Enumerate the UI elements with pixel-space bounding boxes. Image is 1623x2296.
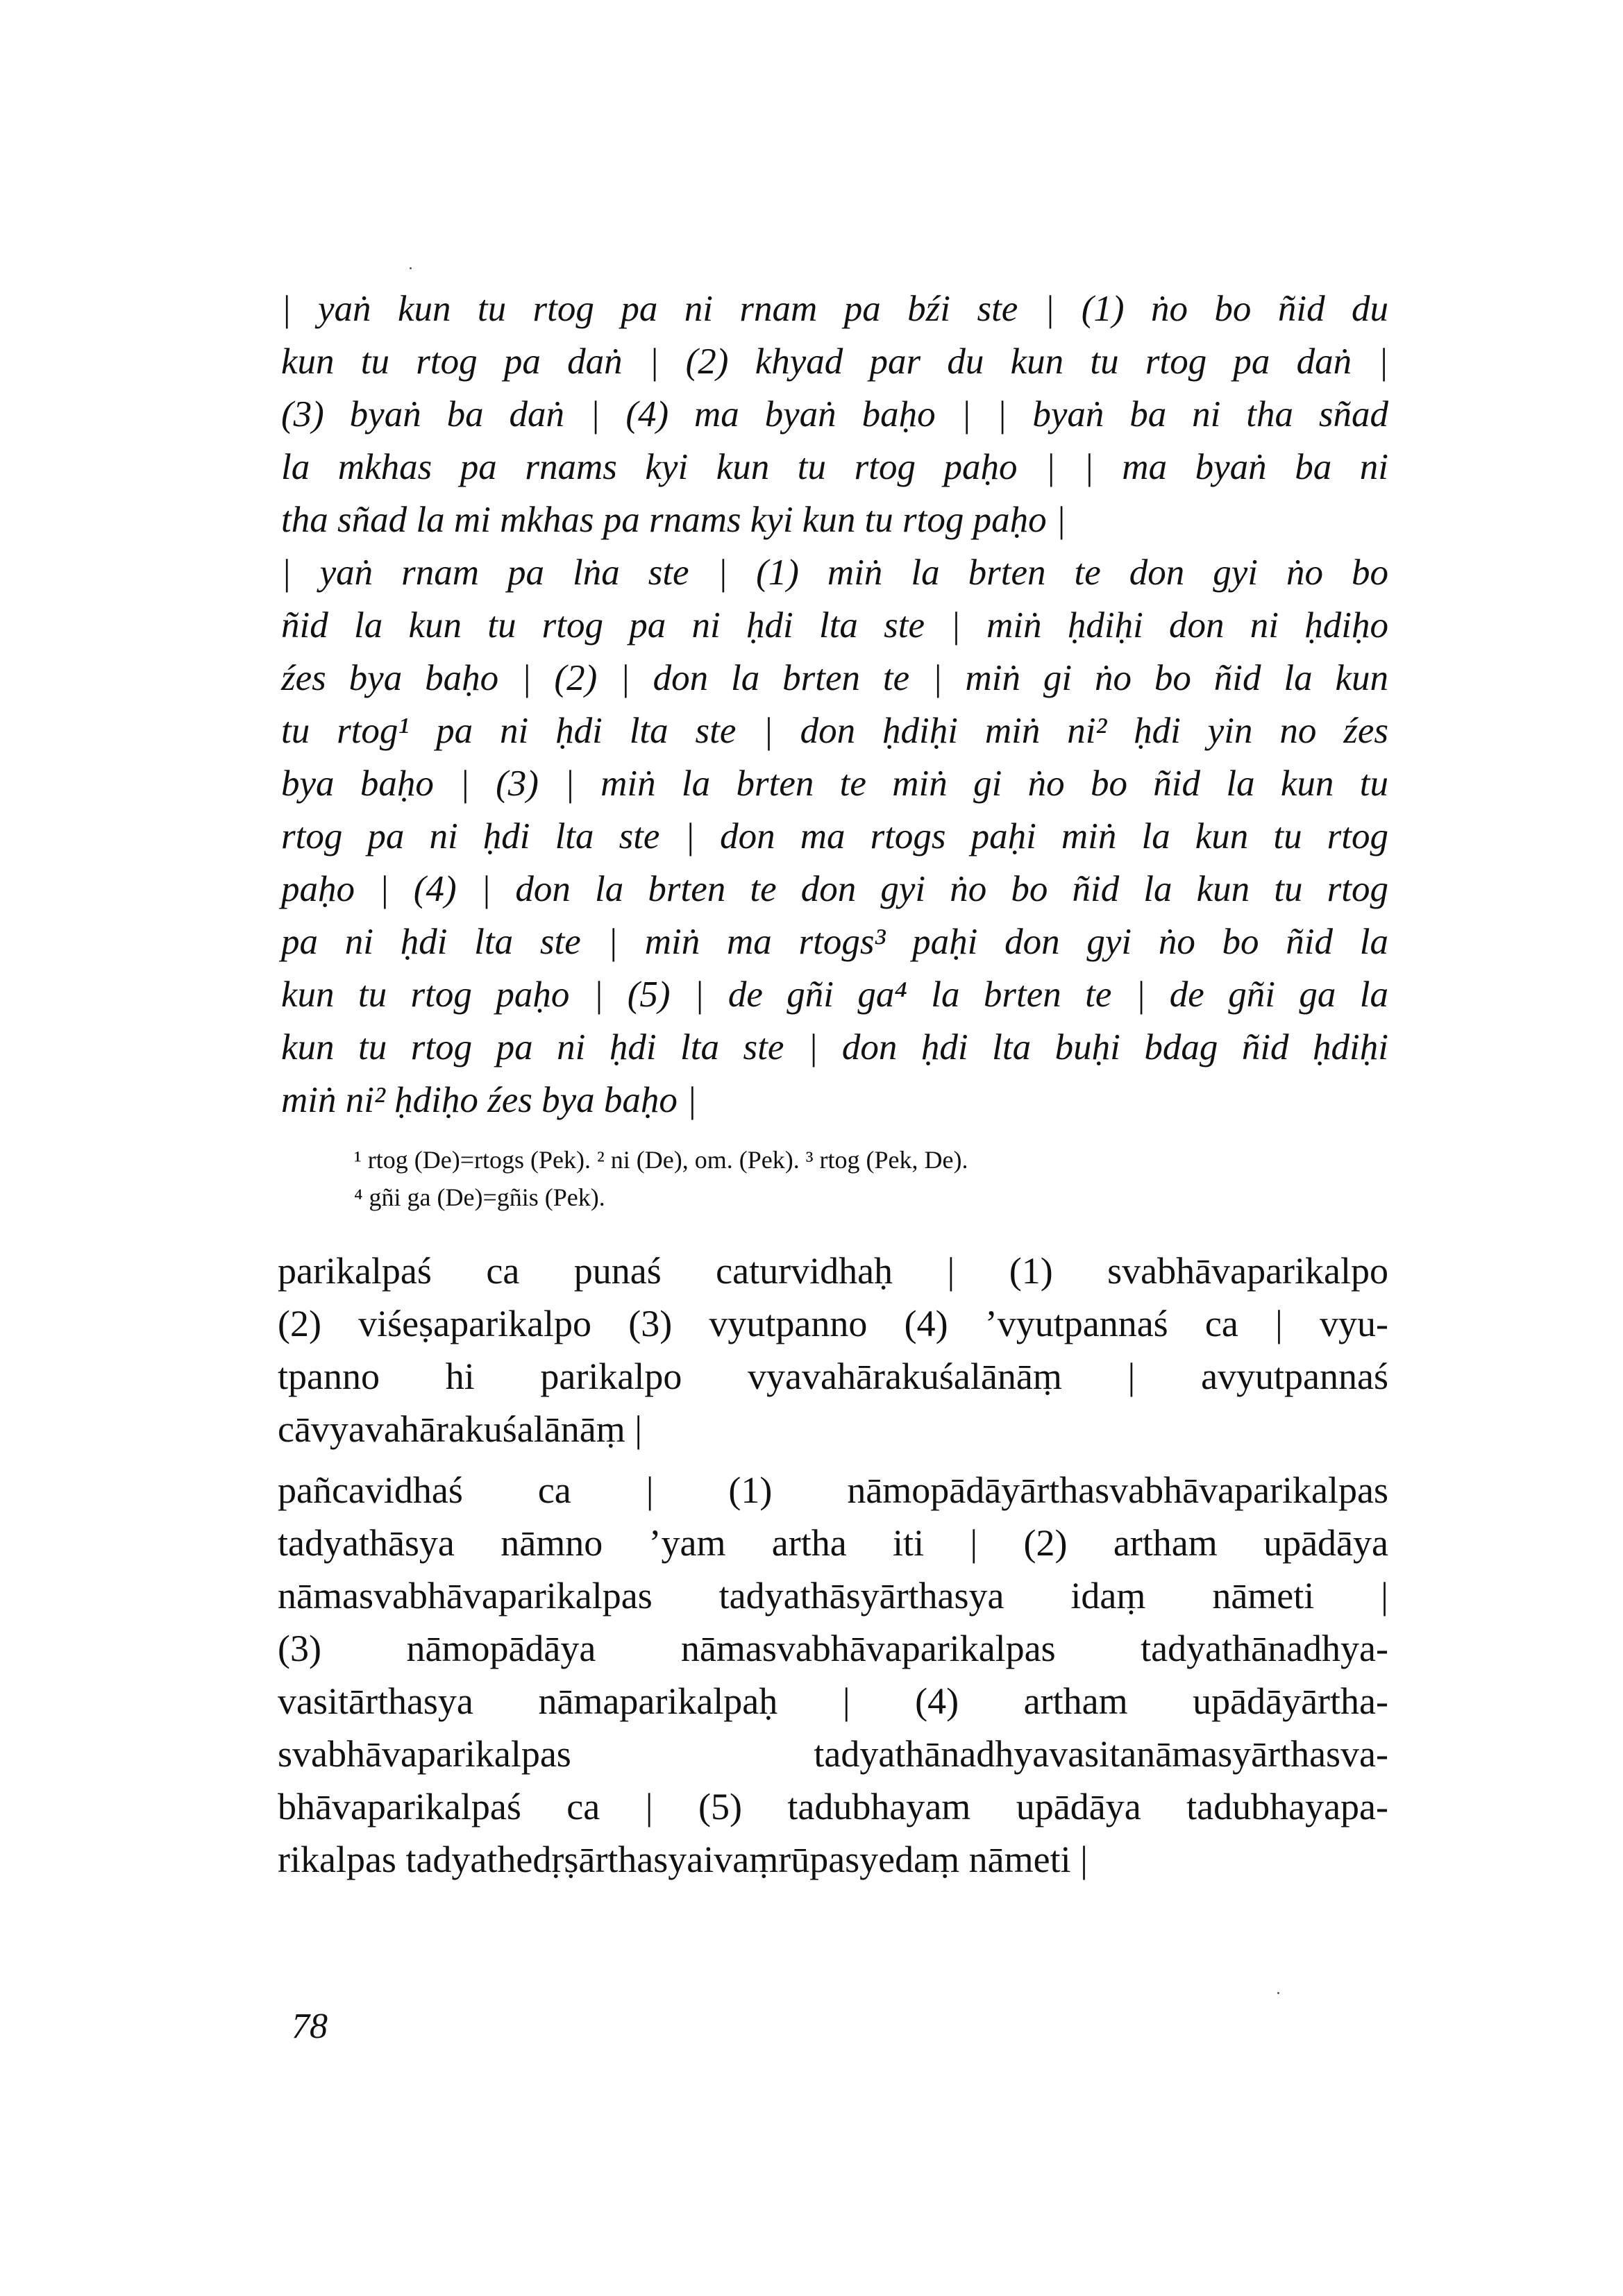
tibetan-line: tha sñad la mi mkhas pa rnams kyi kun tu rtog paḥo | bbox=[281, 500, 1066, 540]
footnote-line: ¹ rtog (De)=rtogs (Pek). ² ni (De), om. (Pek). ³ rtog (Pek, De). bbox=[354, 1146, 968, 1174]
sanskrit-line: svabhāvaparikalpas tadyathānadhyavasitanāmasyārthasva- bbox=[278, 1733, 1388, 1775]
sanskrit-line: tpanno hi parikalpo vyavahārakuśalānāṃ | avyutpannaś bbox=[278, 1356, 1388, 1397]
tibetan-line: bya baḥo | (3) | miṅ la brten te miṅ gi ṅo bo ñid la kun tu bbox=[281, 763, 1388, 804]
tibetan-line: paḥo | (4) | don la brten te don gyi ṅo bo ñid la kun tu rtog bbox=[281, 869, 1388, 909]
tibetan-line: (3) byaṅ ba daṅ | (4) ma byaṅ baḥo | | byaṅ ba ni tha sñad bbox=[281, 394, 1388, 434]
speck-mark bbox=[1277, 1992, 1279, 1994]
sanskrit-line: nāmasvabhāvaparikalpas tadyathāsyārthasya idaṃ nāmeti | bbox=[278, 1575, 1388, 1617]
tibetan-line: kun tu rtog pa daṅ | (2) khyad par du kun tu rtog pa daṅ | bbox=[281, 341, 1388, 382]
sanskrit-line: rikalpas tadyathedṛṣārthasyaivaṃrūpasyedaṃ nāmeti | bbox=[278, 1839, 1088, 1880]
tibetan-line: pa ni ḥdi lta ste | miṅ ma rtogs³ paḥi don gyi ṅo bo ñid la bbox=[281, 922, 1388, 962]
tibetan-line: | yaṅ kun tu rtog pa ni rnam pa bźi ste | (1) ṅo bo ñid du bbox=[281, 289, 1388, 329]
sanskrit-line: (3) nāmopādāya nāmasvabhāvaparikalpas tadyathānadhya- bbox=[278, 1628, 1388, 1669]
sanskrit-line: (2) viśeṣaparikalpo (3) vyutpanno (4) ’vyutpannaś ca | vyu- bbox=[278, 1303, 1388, 1344]
tibetan-line: ñid la kun tu rtog pa ni ḥdi lta ste | miṅ ḥdiḥi don ni ḥdiḥo bbox=[281, 605, 1388, 645]
tibetan-line: źes bya baḥo | (2) | don la brten te | miṅ gi ṅo bo ñid la kun bbox=[281, 658, 1388, 698]
tibetan-line: kun tu rtog pa ni ḥdi lta ste | don ḥdi lta buḥi bdag ñid ḥdiḥi bbox=[281, 1027, 1388, 1067]
tibetan-line: kun tu rtog paḥo | (5) | de gñi ga⁴ la brten te | de gñi ga la bbox=[281, 974, 1388, 1015]
sanskrit-line: vasitārthasya nāmaparikalpaḥ | (4) artham upādāyārtha- bbox=[278, 1680, 1388, 1722]
tibetan-line: | yaṅ rnam pa lṅa ste | (1) miṅ la brten te don gyi ṅo bo bbox=[281, 552, 1388, 593]
sanskrit-line: pañcavidhaś ca | (1) nāmopādāyārthasvabhāvaparikalpas bbox=[278, 1469, 1388, 1511]
tibetan-line: la mkhas pa rnams kyi kun tu rtog paḥo | | ma byaṅ ba ni bbox=[281, 447, 1388, 487]
speck-mark bbox=[410, 267, 412, 269]
page-number: 78 bbox=[292, 2007, 328, 2046]
sanskrit-line: bhāvaparikalpaś ca | (5) tadubhayam upādāya tadubhayapa- bbox=[278, 1786, 1388, 1827]
sanskrit-line: tadyathāsya nāmno ’yam artha iti | (2) artham upādāya bbox=[278, 1522, 1388, 1564]
footnote-line: ⁴ gñi ga (De)=gñis (Pek). bbox=[354, 1183, 605, 1211]
sanskrit-line: parikalpaś ca punaś caturvidhaḥ | (1) svabhāvaparikalpo bbox=[278, 1250, 1388, 1292]
sanskrit-line: cāvyavahārakuśalānāṃ | bbox=[278, 1408, 643, 1450]
tibetan-line: tu rtog¹ pa ni ḥdi lta ste | don ḥdiḥi miṅ ni² ḥdi yin no źes bbox=[281, 711, 1388, 751]
tibetan-line: miṅ ni² ḥdiḥo źes bya baḥo | bbox=[281, 1080, 697, 1120]
tibetan-line: rtog pa ni ḥdi lta ste | don ma rtogs paḥi miṅ la kun tu rtog bbox=[281, 816, 1388, 856]
